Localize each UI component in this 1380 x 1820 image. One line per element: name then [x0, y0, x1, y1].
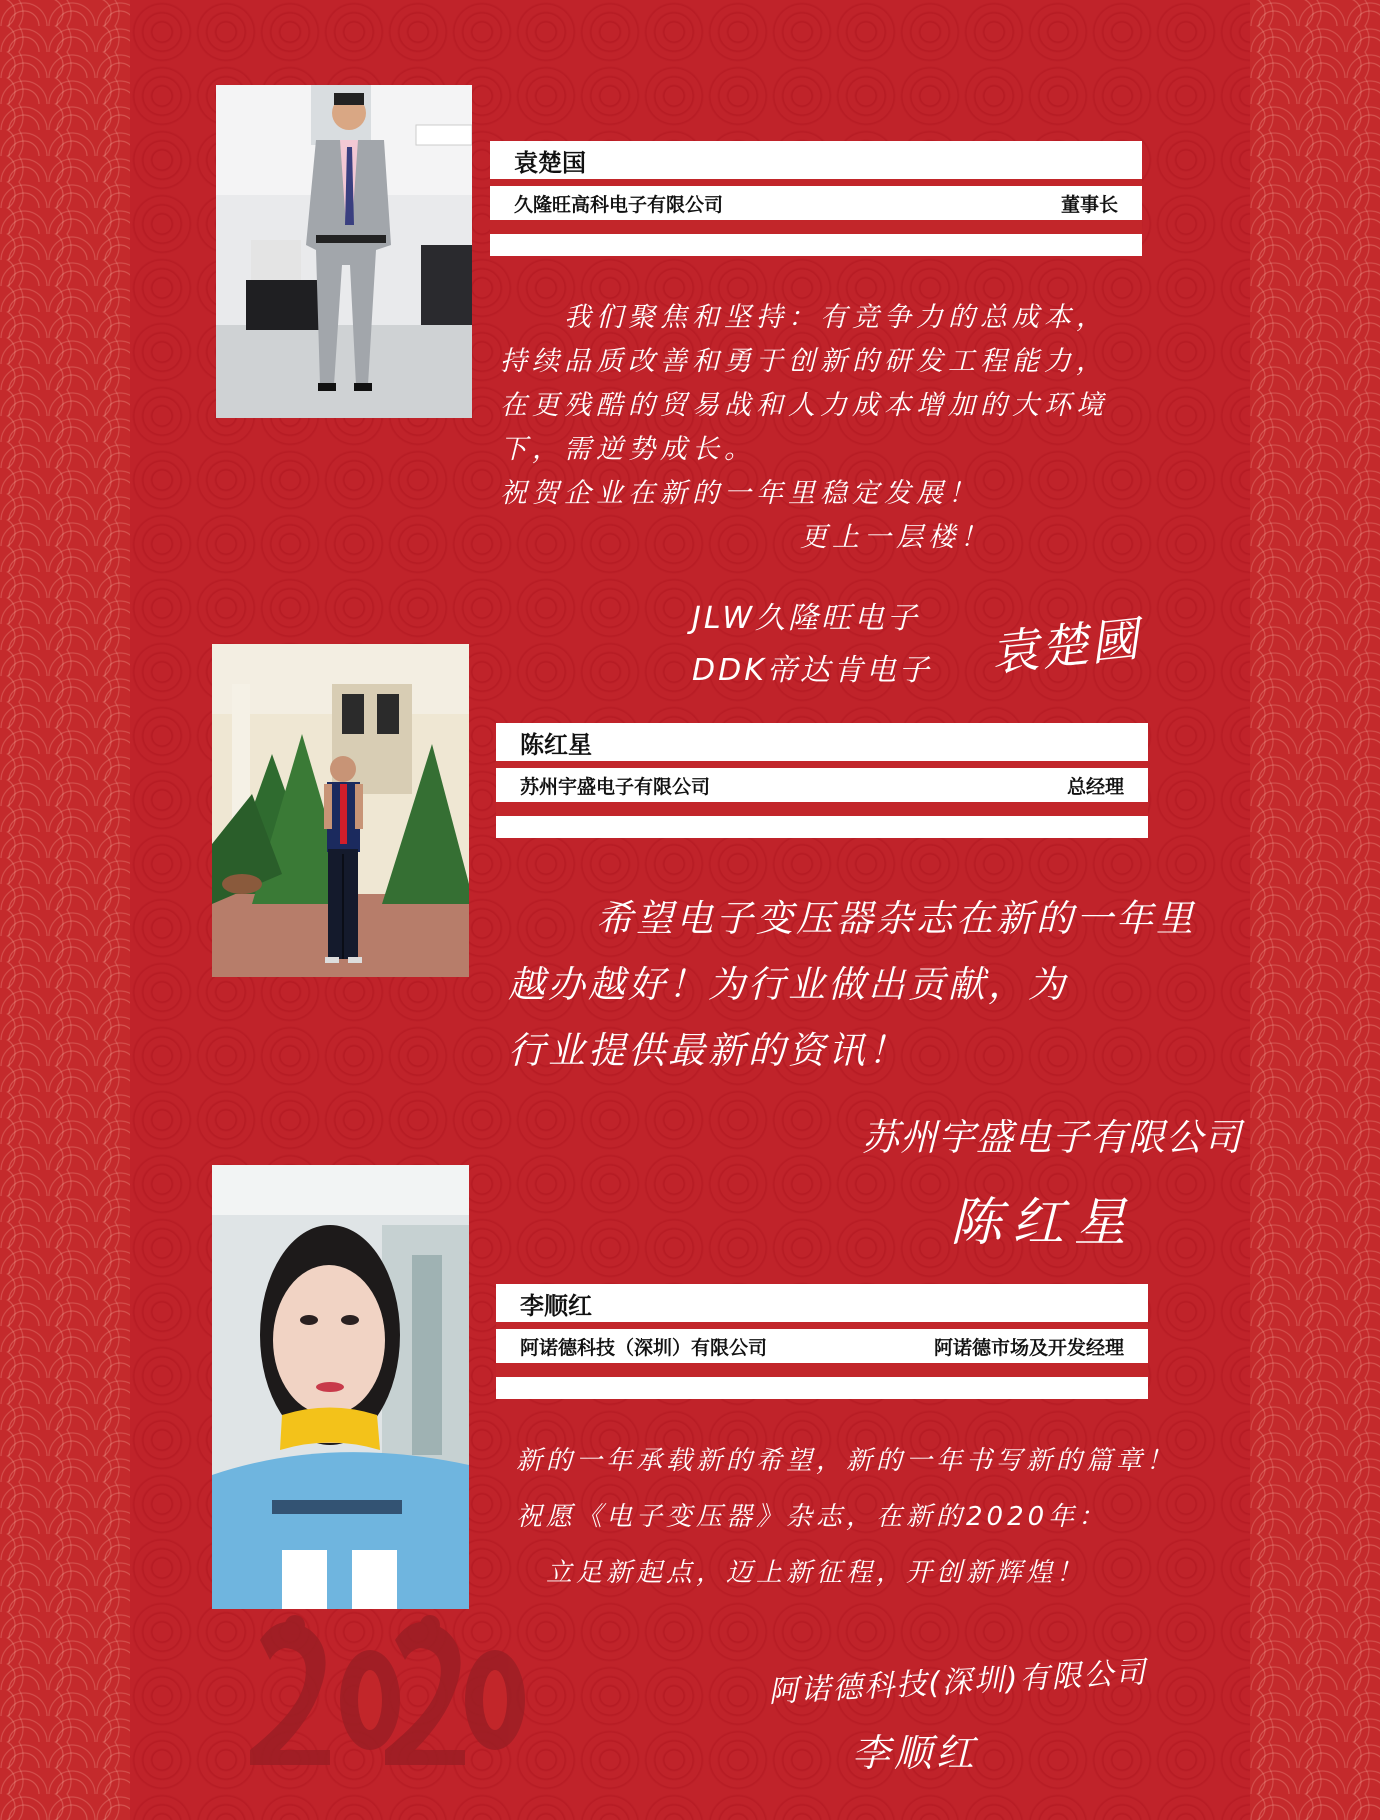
message-line: 希望电子变压器杂志在新的一年里: [596, 897, 1196, 940]
message-line: 在更残酷的贸易战和人力成本增加的大环境: [500, 390, 1108, 421]
sign-company-line: JLW久隆旺电子: [692, 601, 921, 636]
company-row: [496, 768, 1148, 802]
sign-company-line: 阿诺德科技(深圳)有限公司: [767, 1655, 1149, 1710]
name-card-3: [496, 1284, 1148, 1399]
message-3: [516, 1433, 1176, 1601]
message-line: 祝愿《电子变压器》杂志，在新的2020年：: [516, 1502, 1109, 1532]
person-name: 李顺红: [496, 1284, 1148, 1322]
signature-2: [950, 1180, 1136, 1255]
message-line: 我们聚焦和坚持：有竞争力的总成本，: [564, 302, 1108, 333]
signature-text: 陈红星: [950, 1193, 1137, 1253]
message-line: 新的一年承载新的希望，新的一年书写新的篇章！: [516, 1446, 1177, 1476]
left-wave-pattern: [0, 0, 130, 1820]
message-line: 更上一层楼！: [800, 522, 992, 553]
company-name: 阿诺德科技（深圳）有限公司: [520, 1336, 768, 1359]
person-name: 陈红星: [496, 723, 1148, 761]
company-row: [496, 1329, 1148, 1363]
portrait-photo-1: [216, 85, 472, 418]
portrait-photo-3: [212, 1165, 469, 1609]
signature-text: 李顺红: [852, 1731, 979, 1775]
person-name: 袁楚国: [490, 141, 1142, 179]
sign-company-1: [692, 593, 932, 697]
message-1: [500, 296, 1108, 560]
company-name: 久隆旺高科电子有限公司: [514, 193, 724, 216]
sign-company-line: 苏州宇盛电子有限公司: [862, 1116, 1242, 1159]
company-row: [490, 186, 1142, 220]
signature-3: [852, 1722, 978, 1777]
signature-text: 袁楚國: [987, 611, 1144, 683]
portrait-photo-2: [212, 644, 469, 977]
message-line: 祝贺企业在新的一年里稳定发展！: [500, 478, 980, 509]
message-line: 下，需逆势成长。: [500, 434, 756, 465]
name-card-1: [490, 141, 1142, 256]
job-title: 总经理: [1066, 775, 1124, 798]
message-line: 立足新起点，迈上新征程，开创新辉煌！: [546, 1558, 1087, 1588]
sign-company-line: DDK帝达肯电子: [692, 653, 932, 688]
name-card-2: [496, 723, 1148, 838]
message-2: [508, 886, 1196, 1084]
sign-company-2: [862, 1107, 1242, 1161]
message-line: 持续品质改善和勇于创新的研发工程能力，: [500, 346, 1108, 377]
message-line: 越办越好！为行业做出贡献，为: [508, 963, 1068, 1006]
job-title: 董事长: [1060, 193, 1118, 216]
company-name: 苏州宇盛电子有限公司: [520, 775, 711, 798]
year-2020-rat-logo: [240, 1600, 530, 1774]
message-line: 行业提供最新的资讯！: [508, 1029, 908, 1072]
right-wave-pattern: [1250, 0, 1380, 1820]
job-title: 阿诺德市场及开发经理: [933, 1336, 1124, 1359]
